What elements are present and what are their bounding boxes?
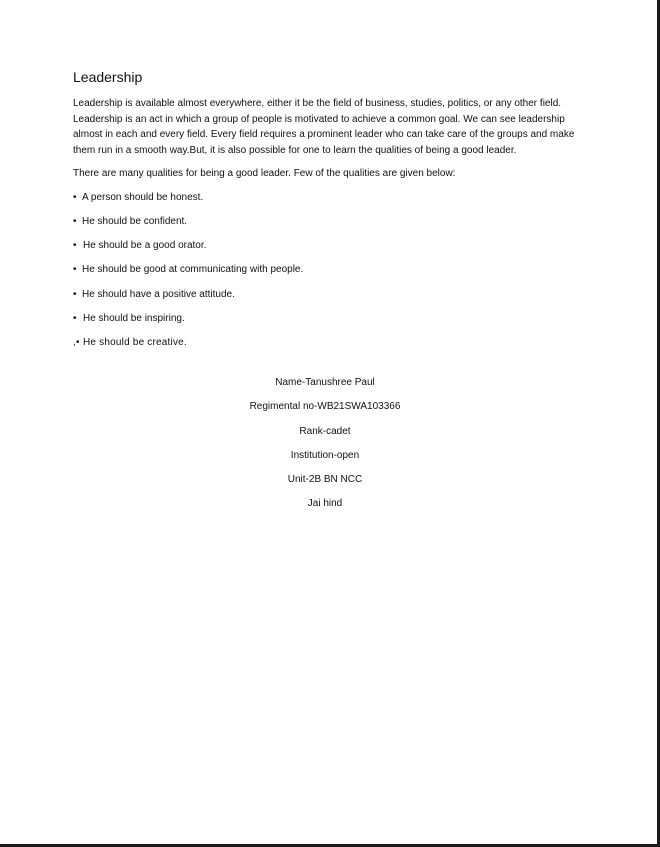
bullet-icon: • [73,191,77,203]
signature-block [0,376,650,522]
list-item-text: He should have a positive attitude. [82,288,235,300]
signature-regimental-no: Regimental no-WB21SWA103366 [249,401,401,413]
list-item-text: He should be good at communicating with people. [82,264,304,276]
bullet-icon: ,• [73,336,80,348]
intro-paragraph: Leadership is available almost everywhere, either it be the field of business, studies, politics, or any other field. Leadership is an act in which a group of people is motivated to achieve a common goal. We can see leadership almost in each and every field. Every field requires a prominent leader who can take care of the groups and make them run in a smooth way.But, it is also possible for one to learn the qualities of being a good leader. [73,98,575,157]
qualities-intro: There are many qualities for being a good leader. Few of the qualities are given below: [73,167,456,179]
bullet-icon: • [73,240,77,252]
list-item [73,312,583,336]
qualities-list [73,191,583,360]
list-item-text: He should be a good orator. [83,240,207,252]
signature-closing: Jai hind [307,498,343,510]
list-item-text: A person should be honest. [82,191,204,203]
list-item [73,239,583,263]
list-item-text: He should be creative. [83,336,187,348]
document-body [73,68,583,360]
list-item [73,191,583,215]
signature-rank: Rank-cadet [299,425,351,437]
list-item [73,215,583,239]
document-title: Leadership [73,69,143,85]
bullet-icon: • [73,312,77,324]
bullet-icon: • [73,288,77,300]
list-item [73,288,583,312]
bullet-icon: • [73,264,77,276]
signature-unit: Unit-2B BN NCC [287,474,363,486]
signature-institution: Institution-open [290,449,360,461]
list-item [73,263,583,287]
list-item-text: He should be confident. [82,216,188,227]
bullet-icon: • [73,216,77,227]
list-item-text: He should be inspiring. [83,312,185,324]
signature-name: Name-Tanushree Paul [275,377,375,388]
list-item [73,336,583,360]
